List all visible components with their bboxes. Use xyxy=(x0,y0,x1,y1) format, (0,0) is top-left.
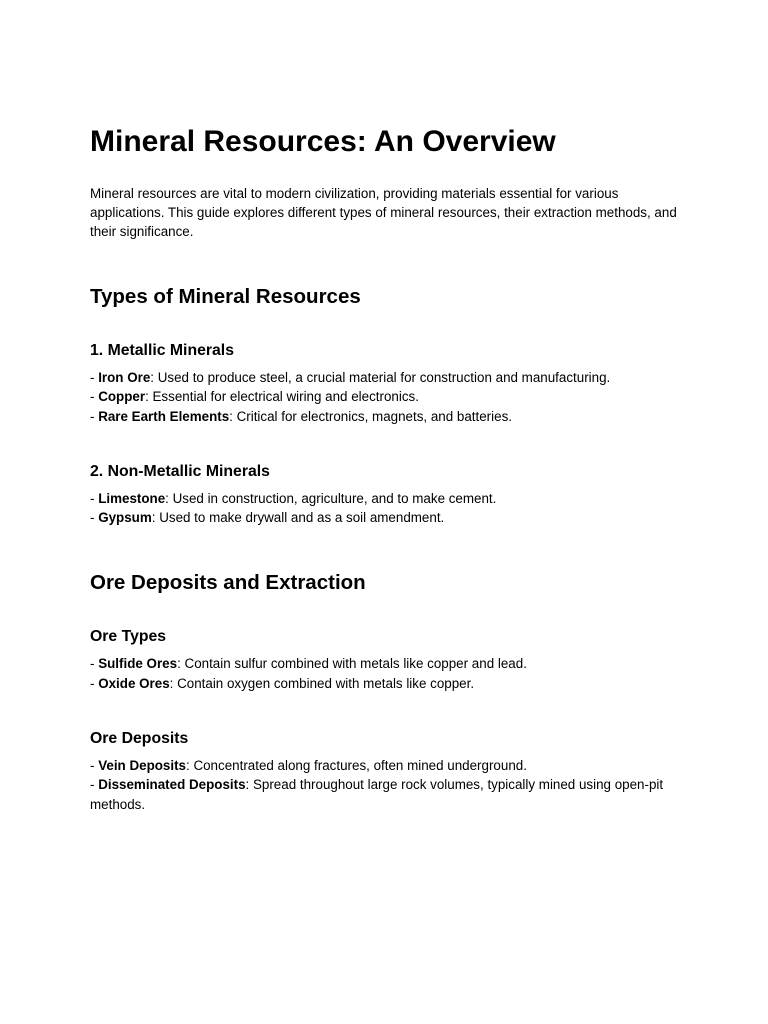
list-item: - Oxide Ores: Contain oxygen combined with metals like copper. xyxy=(90,675,475,691)
list-item: - Disseminated Deposits: Spread throughout large rock volumes, typically mined using open-pit methods. xyxy=(90,777,664,812)
section-heading-ore: Ore Deposits and Extraction xyxy=(90,571,366,595)
subsection-heading-ore-types: Ore Types xyxy=(90,628,167,646)
list-item: - Sulfide Ores: Contain sulfur combined with metals like copper and lead. xyxy=(90,656,527,672)
nonmetallic-list xyxy=(90,489,680,528)
section-heading-types: Types of Mineral Resources xyxy=(90,285,361,308)
subsection-heading-metallic: 1. Metallic Minerals xyxy=(90,342,234,359)
intro-paragraph: Mineral resources are vital to modern civilization, providing materials essential for various applications. This guide explores different types of mineral resources, their extraction methods, and their significance. xyxy=(90,186,677,239)
item-desc: : Used in construction, agriculture, and to make cement. xyxy=(165,490,497,506)
subsection-heading-ore-deposits: Ore Deposits xyxy=(90,730,189,748)
item-term: Oxide Ores xyxy=(98,675,170,691)
ore-deposits-list xyxy=(90,756,680,814)
page-title: Mineral Resources: An Overview xyxy=(90,125,556,158)
item-desc: : Used to make drywall and as a soil amendment. xyxy=(151,510,445,526)
item-desc: : Essential for electrical wiring and electronics. xyxy=(145,389,419,405)
item-term: Rare Earth Elements xyxy=(98,408,230,424)
item-term: Iron Ore xyxy=(98,370,151,385)
item-term: Vein Deposits xyxy=(98,758,186,774)
subsection-heading-nonmetallic: 2. Non-Metallic Minerals xyxy=(90,462,270,480)
ore-types-list xyxy=(90,654,680,693)
item-term: Gypsum xyxy=(98,510,152,526)
list-item: - Gypsum: Used to make drywall and as a soil amendment. xyxy=(90,510,445,526)
item-desc: : Contain sulfur combined with metals like copper and lead. xyxy=(177,656,527,672)
item-desc: : Spread throughout large rock volumes, typically mined using open-pit methods. xyxy=(90,777,664,812)
list-item: - Rare Earth Elements: Critical for electronics, magnets, and batteries. xyxy=(90,408,512,424)
document-body xyxy=(90,124,680,814)
item-term: Limestone xyxy=(98,490,166,506)
item-desc: : Used to produce steel, a crucial material for construction and manufacturing. xyxy=(150,370,611,385)
list-item: - Limestone: Used in construction, agriculture, and to make cement. xyxy=(90,490,497,506)
item-desc: : Critical for electronics, magnets, and batteries. xyxy=(229,408,512,424)
item-term: Copper xyxy=(98,389,146,405)
item-term: Sulfide Ores xyxy=(98,656,178,672)
item-desc: : Concentrated along fractures, often mined underground. xyxy=(186,758,527,774)
item-term: Disseminated Deposits xyxy=(98,777,246,793)
list-item: - Iron Ore: Used to produce steel, a crucial material for construction and manufacturing. xyxy=(90,370,611,385)
list-item: - Copper: Essential for electrical wiring and electronics. xyxy=(90,389,419,405)
item-desc: : Contain oxygen combined with metals like copper. xyxy=(169,675,475,691)
list-item: - Vein Deposits: Concentrated along fractures, often mined underground. xyxy=(90,758,527,774)
metallic-list xyxy=(90,368,680,426)
